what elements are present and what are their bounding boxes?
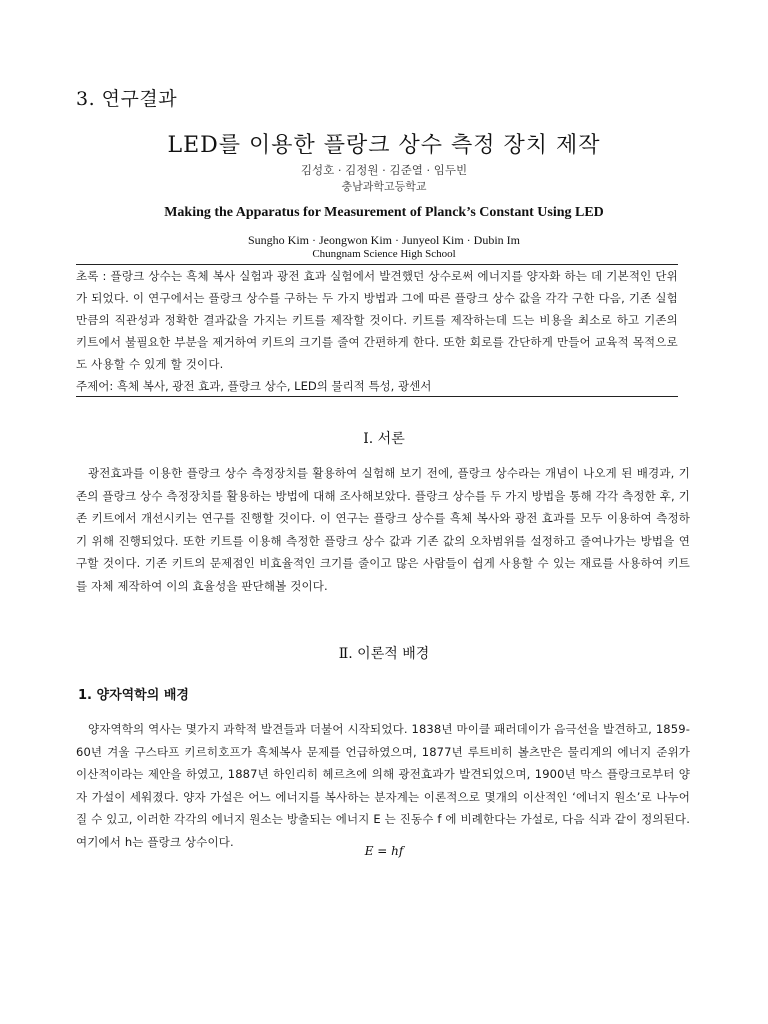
paper-title-korean: LED를 이용한 플랑크 상수 측정 장치 제작 <box>167 133 601 158</box>
section-heading-introduction: Ⅰ. 서론 <box>363 431 405 447</box>
keywords-line: 주제어: 흑체 복사, 광전 효과, 플랑크 상수, LED의 물리적 특성, 광센서 <box>76 379 432 393</box>
planck-equation: E = hf <box>364 844 404 858</box>
school-english: Chungnam Science High School <box>312 248 456 260</box>
subsection-heading-quantum: 1. 양자역학의 배경 <box>78 688 189 703</box>
section-number-heading: 3. 연구결과 <box>76 88 178 110</box>
authors-korean: 김성호 · 김정원 · 김준열 · 임두빈 <box>300 163 468 177</box>
abstract-bottom-rule <box>76 396 678 397</box>
section-heading-theory: Ⅱ. 이론적 배경 <box>338 646 430 662</box>
paper-title-english: Making the Apparatus for Measurement of Planck’s Constant Using LED <box>164 205 604 220</box>
authors-english: Sungho Kim · Jeongwon Kim · Junyeol Kim · Dubin Im <box>248 233 520 247</box>
quantum-background-paragraph: 양자역학의 역사는 몇가지 과학적 발견들과 더불어 시작되었다. 1838년 마이클 패러데이가 음극선을 발견하고, 1859-60년 겨울 구스타프 키르히호프가 흑체복사 문제를 언급하였으며, 1877년 루트비히 볼츠만은 물리계의 에너지 준위가 이산적이라는 제안을 하였고, 1887년 하인리히 헤르츠에 의해 광전효과가 발견되었으며, 1900년 막스 플랑크로부터 양자 가설이 세워졌다. 양자 가설은 어느 에너지를 복사하는 분자계는 이론적으로 몇개의 이산적인 ‘에너지 원소’로 나누어질 수 있고, 이러한 각각의 에너지 원소는 방출되는 에너지 E 는 진동수 f 에 비례한다는 가설로, 다음 식과 같이 정의된다. 여기에서 h는 플랑크 상수이다. <box>76 722 690 849</box>
school-korean: 충남과학고등학교 <box>341 180 427 193</box>
abstract-text: 초록 : 플랑크 상수는 흑체 복사 실험과 광전 효과 실험에서 발견했던 상수로써 에너지를 양자화 하는 데 기본적인 단위가 되었다. 이 연구에서는 플랑크 상수를 구하는 두 가지 방법과 그에 따른 플랑크 상수 값을 각각 구한 다음, 기존 실험만큼의 직관성과 정확한 결과값을 가지는 키트를 제작할 것이다. 키트를 제작하는데 드는 비용을 최소로 하고 기존의 키트에서 불필요한 부분을 제거하여 키트의 크기를 줄여 간편하게 한다. 또한 회로를 간단하게 만들어 교육적 목적으로도 사용할 수 있게 할 것이다. <box>76 269 678 371</box>
introduction-paragraph: 광전효과를 이용한 플랑크 상수 측정장치를 활용하여 실험해 보기 전에, 플랑크 상수라는 개념이 나오게 된 배경과, 기존의 플랑크 상수 측정장치를 활용하는 방법에 대해 조사해보았다. 플랑크 상수를 두 가지 방법을 통해 각각 측정한 후, 기존 키트에서 개선시키는 연구를 진행할 것이다. 이 연구는 플랑크 상수를 흑체 복사와 광전 효과를 모두 이용하여 측정하기 위해 진행되었다. 또한 키트를 이용해 측정한 플랑크 상수 값과 기존 값의 오차범위를 설정하고 줄여나가는 방법을 연구할 것이다. 기존 키트의 문제점인 비효율적인 크기를 줄이고 많은 사람들이 쉽게 사용할 수 있는 재료를 사용하여 키트를 자체 제작하여 이의 효율성을 판단해볼 것이다. <box>76 466 690 593</box>
